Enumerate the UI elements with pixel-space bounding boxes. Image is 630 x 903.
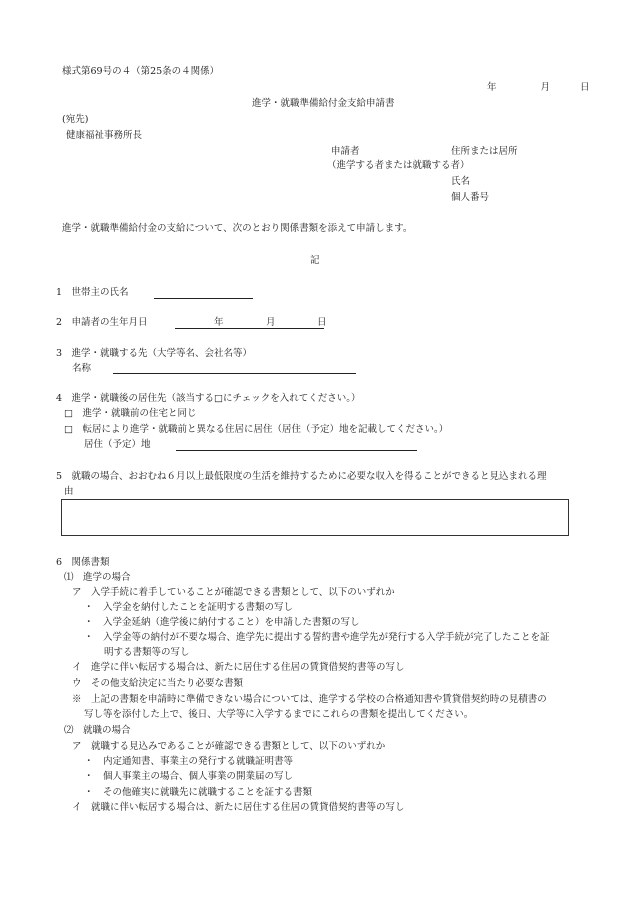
planned-residence-label: 居住（予定）地 [84,439,151,450]
doc-1-a-bullet-2: ・ 入学金延納（進学後に納付すること）を申請した書類の写し [84,617,360,628]
doc-2-i: イ 就職に伴い転居する場合は、新たに居住する住居の賃貸借契約書等の写し [72,802,405,813]
birth-month-label: 月 [266,317,276,328]
doc-note-line2: 写し等を添付した上で、後日、大学等に入学するまでにこれらの書類を提出してください。 [84,709,474,720]
doc-note-line1: ※ 上記の書類を申請時に準備できない場合については、進学する学校の合格通知書や賃貸借契約時の見積書の [72,694,547,705]
id-number-label: 個人番号 [451,192,490,203]
date-day-label: 日 [580,82,590,93]
reason-textbox[interactable] [61,499,569,536]
birth-day-label: 日 [317,317,327,328]
doc-2-a-bullet-2: ・ 個人事業主の場合、個人事業の開業届の写し [84,771,294,782]
form-number: 様式第69号の４（第25条の４関係） [62,66,220,77]
birthdate-field[interactable] [175,328,324,329]
addressee: 健康福祉事務所長 [66,130,143,141]
date-year-label: 年 [487,82,497,93]
date-month-label: 月 [540,82,551,93]
applicant-note: （進学する者または就職する者） [327,160,470,171]
section-3-label: 3 進学・就職する先（大学等名、会社名等） [56,348,253,359]
date-line [487,83,590,93]
section-1-label: 1 世帯主の氏名 [56,287,129,298]
doc-1-a: ア 入学手続に着手していることが確認できる書類として、以下のいずれか [72,587,395,598]
residence-option-moving-checkbox[interactable]: □ 転居により進学・就職前と異なる住居に居住（居住（予定）地を記載してください。） [64,424,449,435]
address-label: 住所または居所 [451,146,518,157]
ki-heading: 記 [310,255,320,266]
document-title: 進学・就職準備給付金支給申請書 [252,98,395,109]
doc-1-a-bullet-3-line1: ・ 入学金等の納付が不要な場合、進学先に提出する誓約書や進学先が発行する入学手続が完了したことを証 [84,632,550,643]
doc-2-a-bullet-3: ・ その他確実に就職先に就職することを証する書類 [84,787,313,798]
section-5-label-line1: 5 就職の場合、おおむね６月以上最低限度の生活を維持するために必要な収入を得ることができると見込まれる理 [56,471,547,482]
addressee-label: (宛先) [62,114,89,125]
planned-residence-field[interactable] [176,450,417,451]
residence-option-same-checkbox[interactable]: □ 進学・就職前の住宅と同じ [64,408,197,419]
doc-part-1-heading: ⑴ 進学の場合 [64,572,131,583]
destination-name-label: 名称 [72,363,92,374]
doc-part-2-heading: ⑵ 就職の場合 [64,725,131,736]
birth-year-label: 年 [214,317,224,328]
section-6-heading: 6 関係書類 [56,557,110,568]
section-2-label: 2 申請者の生年月日 [56,317,148,328]
doc-2-a-bullet-1: ・ 内定通知書、事業主の発行する就職証明書等 [84,756,294,767]
applicant-label: 申請者 [331,146,360,157]
household-head-name-field[interactable] [154,298,253,299]
intro-text: 進学・就職準備給付金の支給について、次のとおり関係書類を添えて申請します。 [62,223,413,234]
section-5-label-line2: 由 [64,486,74,497]
doc-1-u: ウ その他支給決定に当たり必要な書類 [72,678,244,689]
doc-1-a-bullet-1: ・ 入学金を納付したことを証明する書類の写し [84,602,294,613]
doc-2-a: ア 就職する見込みであることが確認できる書類として、以下のいずれか [72,741,386,752]
destination-name-field[interactable] [113,373,356,374]
doc-1-a-bullet-3-line2: 明する書類等の写し [104,647,190,658]
doc-1-i: イ 進学に伴い転居する場合は、新たに居住する住居の賃貸借契約書等の写し [72,662,405,673]
section-4-label: 4 進学・就職後の居住先（該当する□にチェックを入れてください。） [56,393,361,404]
name-label: 氏名 [451,176,471,187]
